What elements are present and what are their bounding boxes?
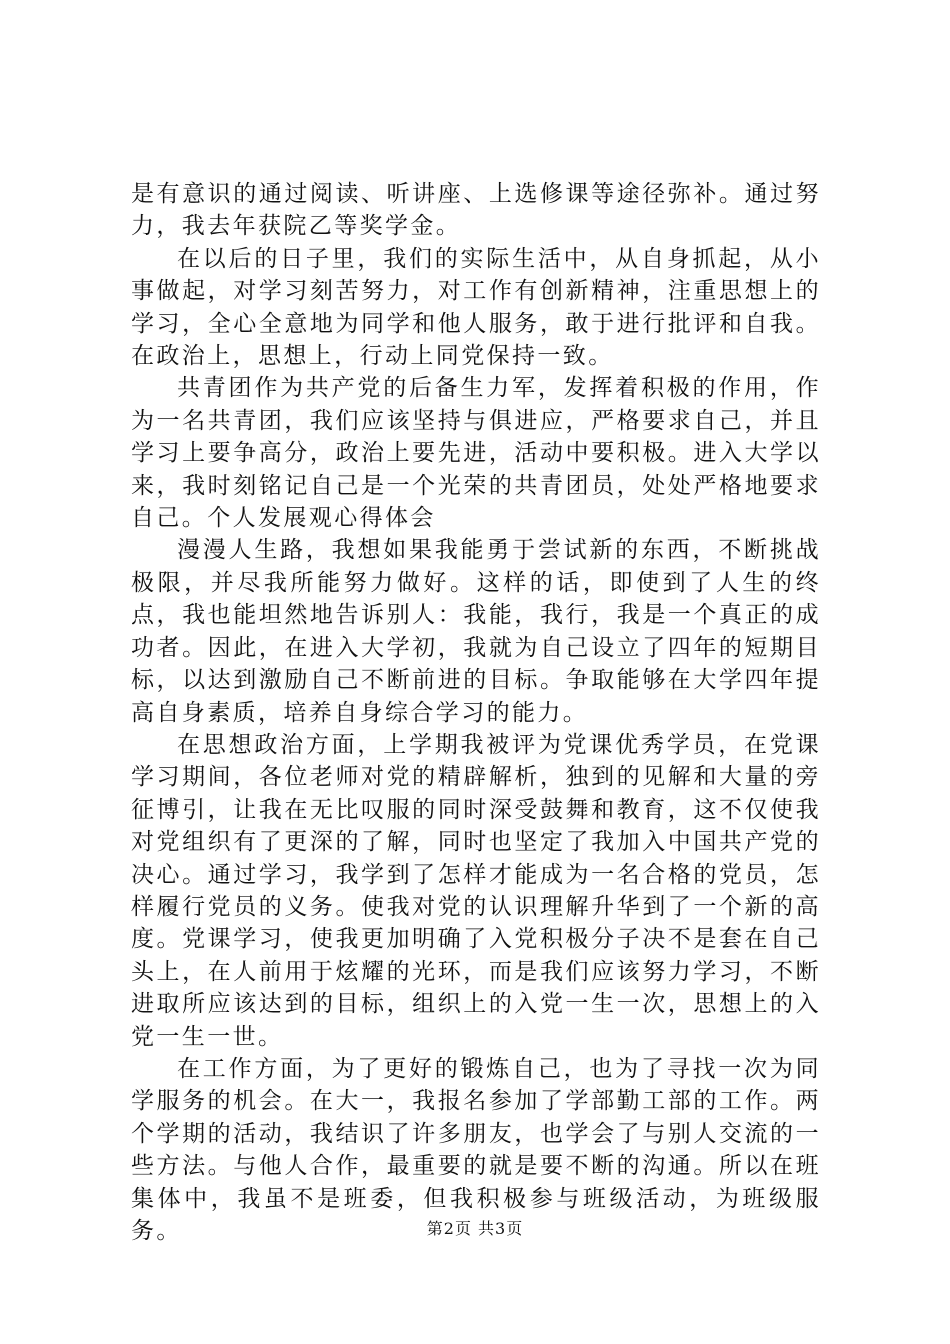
paragraph-6: 在工作方面，为了更好的锻炼自己，也为了寻找一次为同学服务的机会。在大一，我报名参加了学部勤工部的工作。两个学期的活动，我结识了许多朋友，也学会了与别人交流的一些方法。与他人合作，最重要的就是要不断的沟通。所以在班集体中，我虽不是班委，但我积极参与班级活动，为班级服务。: [131, 1055, 821, 1244]
paragraph-5: 在思想政治方面，上学期我被评为党课优秀学员，在党课学习期间，各位老师对党的精辟解析，独到的见解和大量的旁征博引，让我在无比叹服的同时深受鼓舞和教育，这不仅使我对党组织有了更深的了解，同时也坚定了我加入中国共产党的决心。通过学习，我学到了怎样才能成为一名合格的党员，怎样履行党员的义务。使我对党的认识理解升华到了一个新的高度。党课学习，使我更加明确了入党积极分子决不是套在自己头上，在人前用于炫耀的光环，而是我们应该努力学习，不断进取所应该达到的目标，组织上的入党一生一次，思想上的入党一生一世。: [131, 731, 821, 1050]
paragraph-4: 漫漫人生路，我想如果我能勇于尝试新的东西，不断挑战极限，并尽我所能努力做好。这样的话，即使到了人生的终点，我也能坦然地告诉别人：我能，我行，我是一个真正的成功者。因此，在进入大学初，我就为自己设立了四年的短期目标，以达到激励自己不断前进的目标。争取能够在大学四年提高自身素质，培养自身综合学习的能力。: [131, 537, 821, 726]
paragraph-2: 在以后的日子里，我们的实际生活中，从自身抓起，从小事做起，对学习刻苦努力，对工作有创新精神，注重思想上的学习，全心全意地为同学和他人服务，敢于进行批评和自我。在政治上，思想上，行动上同党保持一致。: [131, 245, 821, 370]
page-number-footer: 第2页 共3页: [426, 1219, 524, 1238]
paragraph-3: 共青团作为共产党的后备生力军，发挥着积极的作用，作为一名共青团，我们应该坚持与俱进应，严格要求自己，并且学习上要争高分，政治上要先进，活动中要积极。进入大学以来，我时刻铭记自己是一个光荣的共青团员，处处严格地要求自己。个人发展观心得体会: [131, 375, 821, 532]
document-body: [131, 178, 821, 1247]
paragraph-1: 是有意识的通过阅读、听讲座、上选修课等途径弥补。通过努力，我去年获院乙等奖学金。: [131, 181, 821, 240]
